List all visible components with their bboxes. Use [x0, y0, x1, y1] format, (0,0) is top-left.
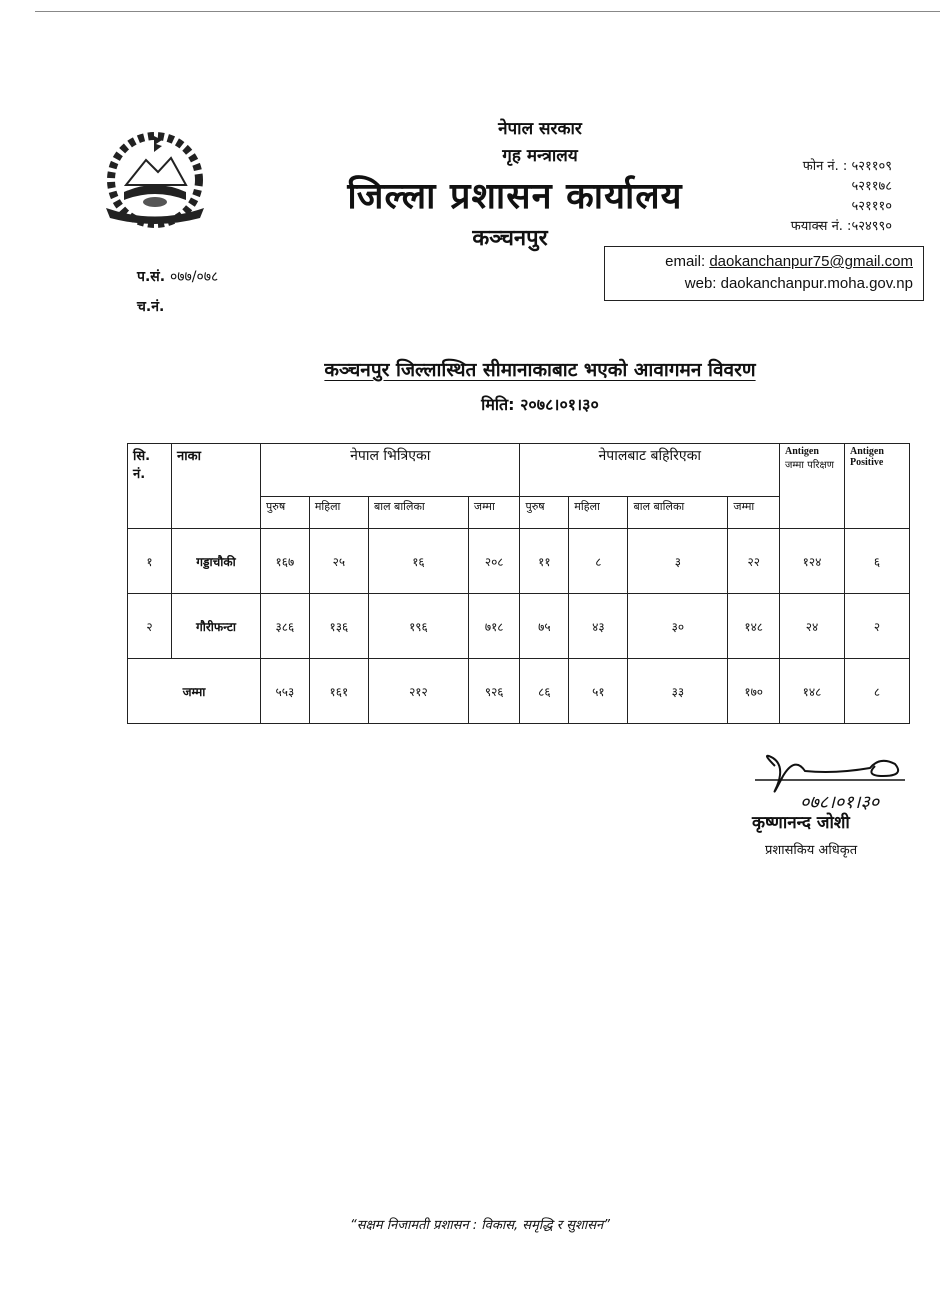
web-row [605, 273, 913, 295]
phone-number-3: ५२१११० [851, 199, 892, 214]
cell-out-male: ११ [520, 529, 569, 594]
total-out-male: ८६ [520, 659, 569, 724]
letter-number-label: प.सं. [137, 269, 166, 285]
cell-sn: २ [128, 594, 172, 659]
cell-naka: गड्डाचौकी [172, 529, 261, 594]
signatory-title: प्रशासकिय अधिकृत [765, 843, 858, 858]
document-title: कञ्चनपुर जिल्लास्थित सीमानाकाबाट भएको आवागमन विवरण [324, 359, 756, 381]
total-in-female: १६१ [309, 659, 368, 724]
total-in-male: ५५३ [261, 659, 310, 724]
office-name: जिल्ला प्रशासन कार्यालय [347, 175, 683, 217]
letter-number-row [137, 262, 218, 292]
header-out-female: महिला [569, 497, 628, 529]
district-name: कञ्चनपुर [472, 225, 548, 251]
header-sn: सि. नं. [128, 444, 172, 529]
total-antigen-positive: ८ [845, 659, 910, 724]
header-out-male: पुरुष [520, 497, 569, 529]
cell-out-children: ३ [628, 529, 728, 594]
dispatch-number-label: च.नं. [137, 299, 165, 315]
cell-in-children: १९६ [368, 594, 468, 659]
cell-in-total: ७१८ [468, 594, 520, 659]
email-label: email: [665, 253, 706, 270]
cell-in-male: ३८६ [261, 594, 310, 659]
total-label: जम्मा [128, 659, 261, 724]
header-antigen-tests [780, 444, 845, 529]
document-date: मिति: २०७८।०१।३० [481, 395, 599, 414]
cell-out-total: १४८ [728, 594, 780, 659]
cell-antigen-positive: ६ [845, 529, 910, 594]
phone-number-2: ५२११७८ [851, 179, 892, 194]
signature-date: ०७८।०१।३० [800, 792, 880, 813]
fax-row [791, 217, 892, 237]
online-contact-box [604, 246, 924, 301]
phone-label: फोन नं. : [802, 159, 848, 174]
web-link[interactable]: daokanchanpur.moha.gov.np [720, 275, 913, 292]
header-out-total: जम्मा [728, 497, 780, 529]
total-antigen-tests: १४८ [780, 659, 845, 724]
header-in-male: पुरुष [261, 497, 310, 529]
phone-number: ५२११०९ [851, 159, 892, 174]
movement-table [127, 443, 910, 724]
cell-out-female: ४३ [569, 594, 628, 659]
ministry-name: गृह मन्त्रालय [502, 146, 578, 166]
table-row [128, 594, 910, 659]
cell-out-children: ३० [628, 594, 728, 659]
cell-in-total: २०८ [468, 529, 520, 594]
header-antigen-tests-en: Antigen [785, 446, 819, 457]
signatory-name: कृष्णानन्द जोशी [752, 813, 850, 833]
header-antigen-positive: Antigen Positive [845, 444, 910, 529]
table-row [128, 529, 910, 594]
footer-motto: “सक्षम निजामती प्रशासन : विकास, समृद्धि र सुशासन” [350, 1218, 610, 1233]
phone-row [791, 157, 892, 177]
header-naka: नाका [172, 444, 261, 529]
cell-in-children: १६ [368, 529, 468, 594]
header-out-children: बाल बालिका [628, 497, 728, 529]
cell-out-female: ८ [569, 529, 628, 594]
web-label: web: [684, 275, 717, 292]
total-out-total: १७० [728, 659, 780, 724]
fax-number: ५२४९९० [851, 219, 892, 234]
email-link[interactable]: daokanchanpur75@gmail.com [709, 253, 913, 270]
total-out-female: ५१ [569, 659, 628, 724]
total-in-children: २१२ [368, 659, 468, 724]
header-in-total: जम्मा [468, 497, 520, 529]
email-row [605, 251, 913, 273]
cell-naka: गौरीफन्टा [172, 594, 261, 659]
total-in-total: ९२६ [468, 659, 520, 724]
fax-label: फयाक्स नं. : [790, 219, 852, 234]
cell-antigen-tests: १२४ [780, 529, 845, 594]
header-in-children: बाल बालिका [368, 497, 468, 529]
cell-in-female: २५ [309, 529, 368, 594]
cell-in-female: १३६ [309, 594, 368, 659]
document-title-wrap [0, 356, 940, 382]
total-out-children: ३३ [628, 659, 728, 724]
total-row [128, 659, 910, 724]
cell-out-total: २२ [728, 529, 780, 594]
header-entering: नेपाल भित्रिएका [261, 444, 520, 497]
cell-in-male: १६७ [261, 529, 310, 594]
government-name: नेपाल सरकार [498, 119, 582, 139]
cell-antigen-positive: २ [845, 594, 910, 659]
letter-number-value: ०७७/०७८ [169, 269, 219, 285]
cell-out-male: ७५ [520, 594, 569, 659]
reference-block [137, 262, 218, 322]
header-leaving: नेपालबाट बहिरिएका [520, 444, 780, 497]
cell-sn: १ [128, 529, 172, 594]
cell-antigen-tests: २४ [780, 594, 845, 659]
contact-block [791, 157, 892, 237]
header-row-1 [128, 444, 910, 497]
header-antigen-tests-np: जम्मा परिक्षण [785, 460, 834, 471]
top-border-line [35, 11, 940, 12]
header-in-female: महिला [309, 497, 368, 529]
